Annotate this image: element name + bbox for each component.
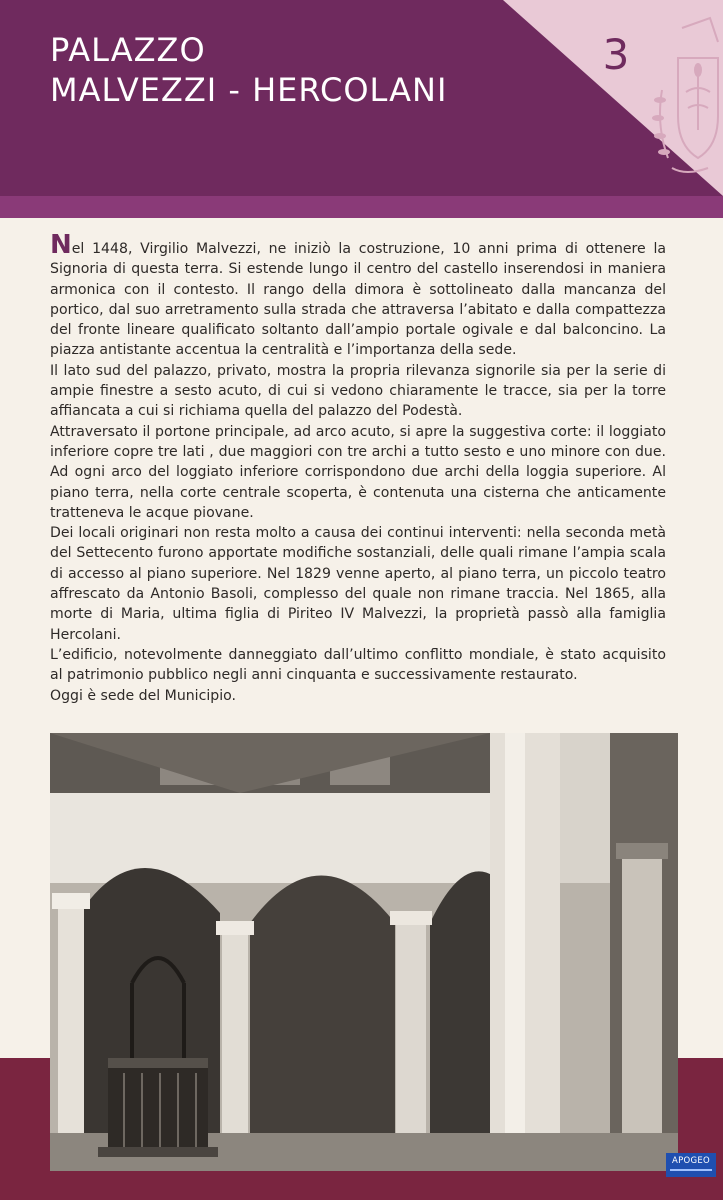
title-line-1: PALAZZO <box>50 31 206 69</box>
paragraph-4: Dei locali originari non resta molto a causa dei continui interventi: nella seconda metà del Settecento furono apportate modifiche sostanziali, delle quali rimane l’ampia scala di accesso al piano superiore. Nel 1829 venne aperto, al piano terra, un piccolo teatro affrescato da Antonio Basoli, complesso del quale non rimane traccia. Nel 1865, alla morte di Maria, ultima figlia di Piriteo IV Malvezzi, la proprietà passò alla famiglia Hercolani. <box>50 525 666 643</box>
coat-of-arms-icon <box>638 8 720 178</box>
paragraph-1-text: el 1448, Virgilio Malvezzi, ne iniziò la costruzione, 10 anni prima di ottenere la Signoria di questa terra. Si estende lungo il centro del castello inserendosi in maniera armonica con il contesto. Il rango della dimora è sottolineato dalla mancanza del portico, dal suo arretramento sulla strada che attraversa l’abitato e dalla compattezza del fronte lineare qualificato soltanto dall’ampio portale ogivale e dal balconcino. La piazza antistante accentua la centralità e l’importanza della sede. <box>50 241 666 359</box>
paragraph-5: L’edificio, notevolmente danneggiato dall’ultimo conflitto mondiale, è stato acquisito al patrimonio pubblico negli anni cinquanta e successivamente restaurato. <box>50 646 666 684</box>
logo-name: APOGEO <box>671 1156 711 1166</box>
apogeo-logo <box>666 1153 716 1177</box>
body-text <box>50 230 666 706</box>
courtyard-photo <box>50 733 678 1171</box>
paragraph-3: Attraversato il portone principale, ad arco acuto, si apre la suggestiva corte: il loggiato inferiore copre tre lati , due maggiori con tre archi a tutto sesto e uno minore con due. Ad ogni arco del loggiato inferiore corrispondono due archi della loggia superiore. Al piano terra, nella corte centrale scoperta, è contenuta una cisterna che anticamente tratteneva le acque piovane. <box>50 423 666 521</box>
panel-number: 3 <box>602 30 630 79</box>
paragraph-6: Oggi è sede del Municipio. <box>50 687 236 704</box>
drop-cap: N <box>50 230 72 260</box>
logo-underline <box>670 1169 712 1171</box>
paragraph-2: Il lato sud del palazzo, privato, mostra la propria rilevanza signorile sia per la serie di ampie finestre a sesto acuto, di cui si vedono chiaramente le tracce, sia per la torre affiancata a cui si richiama quella del palazzo del Podestà. <box>50 362 666 420</box>
courtyard-arcade-icon <box>50 733 678 1171</box>
paragraph-1 <box>50 230 666 361</box>
title-line-2: MALVEZZI - HERCOLANI <box>50 71 448 109</box>
page-title <box>50 30 490 110</box>
header-stripe <box>0 196 723 218</box>
